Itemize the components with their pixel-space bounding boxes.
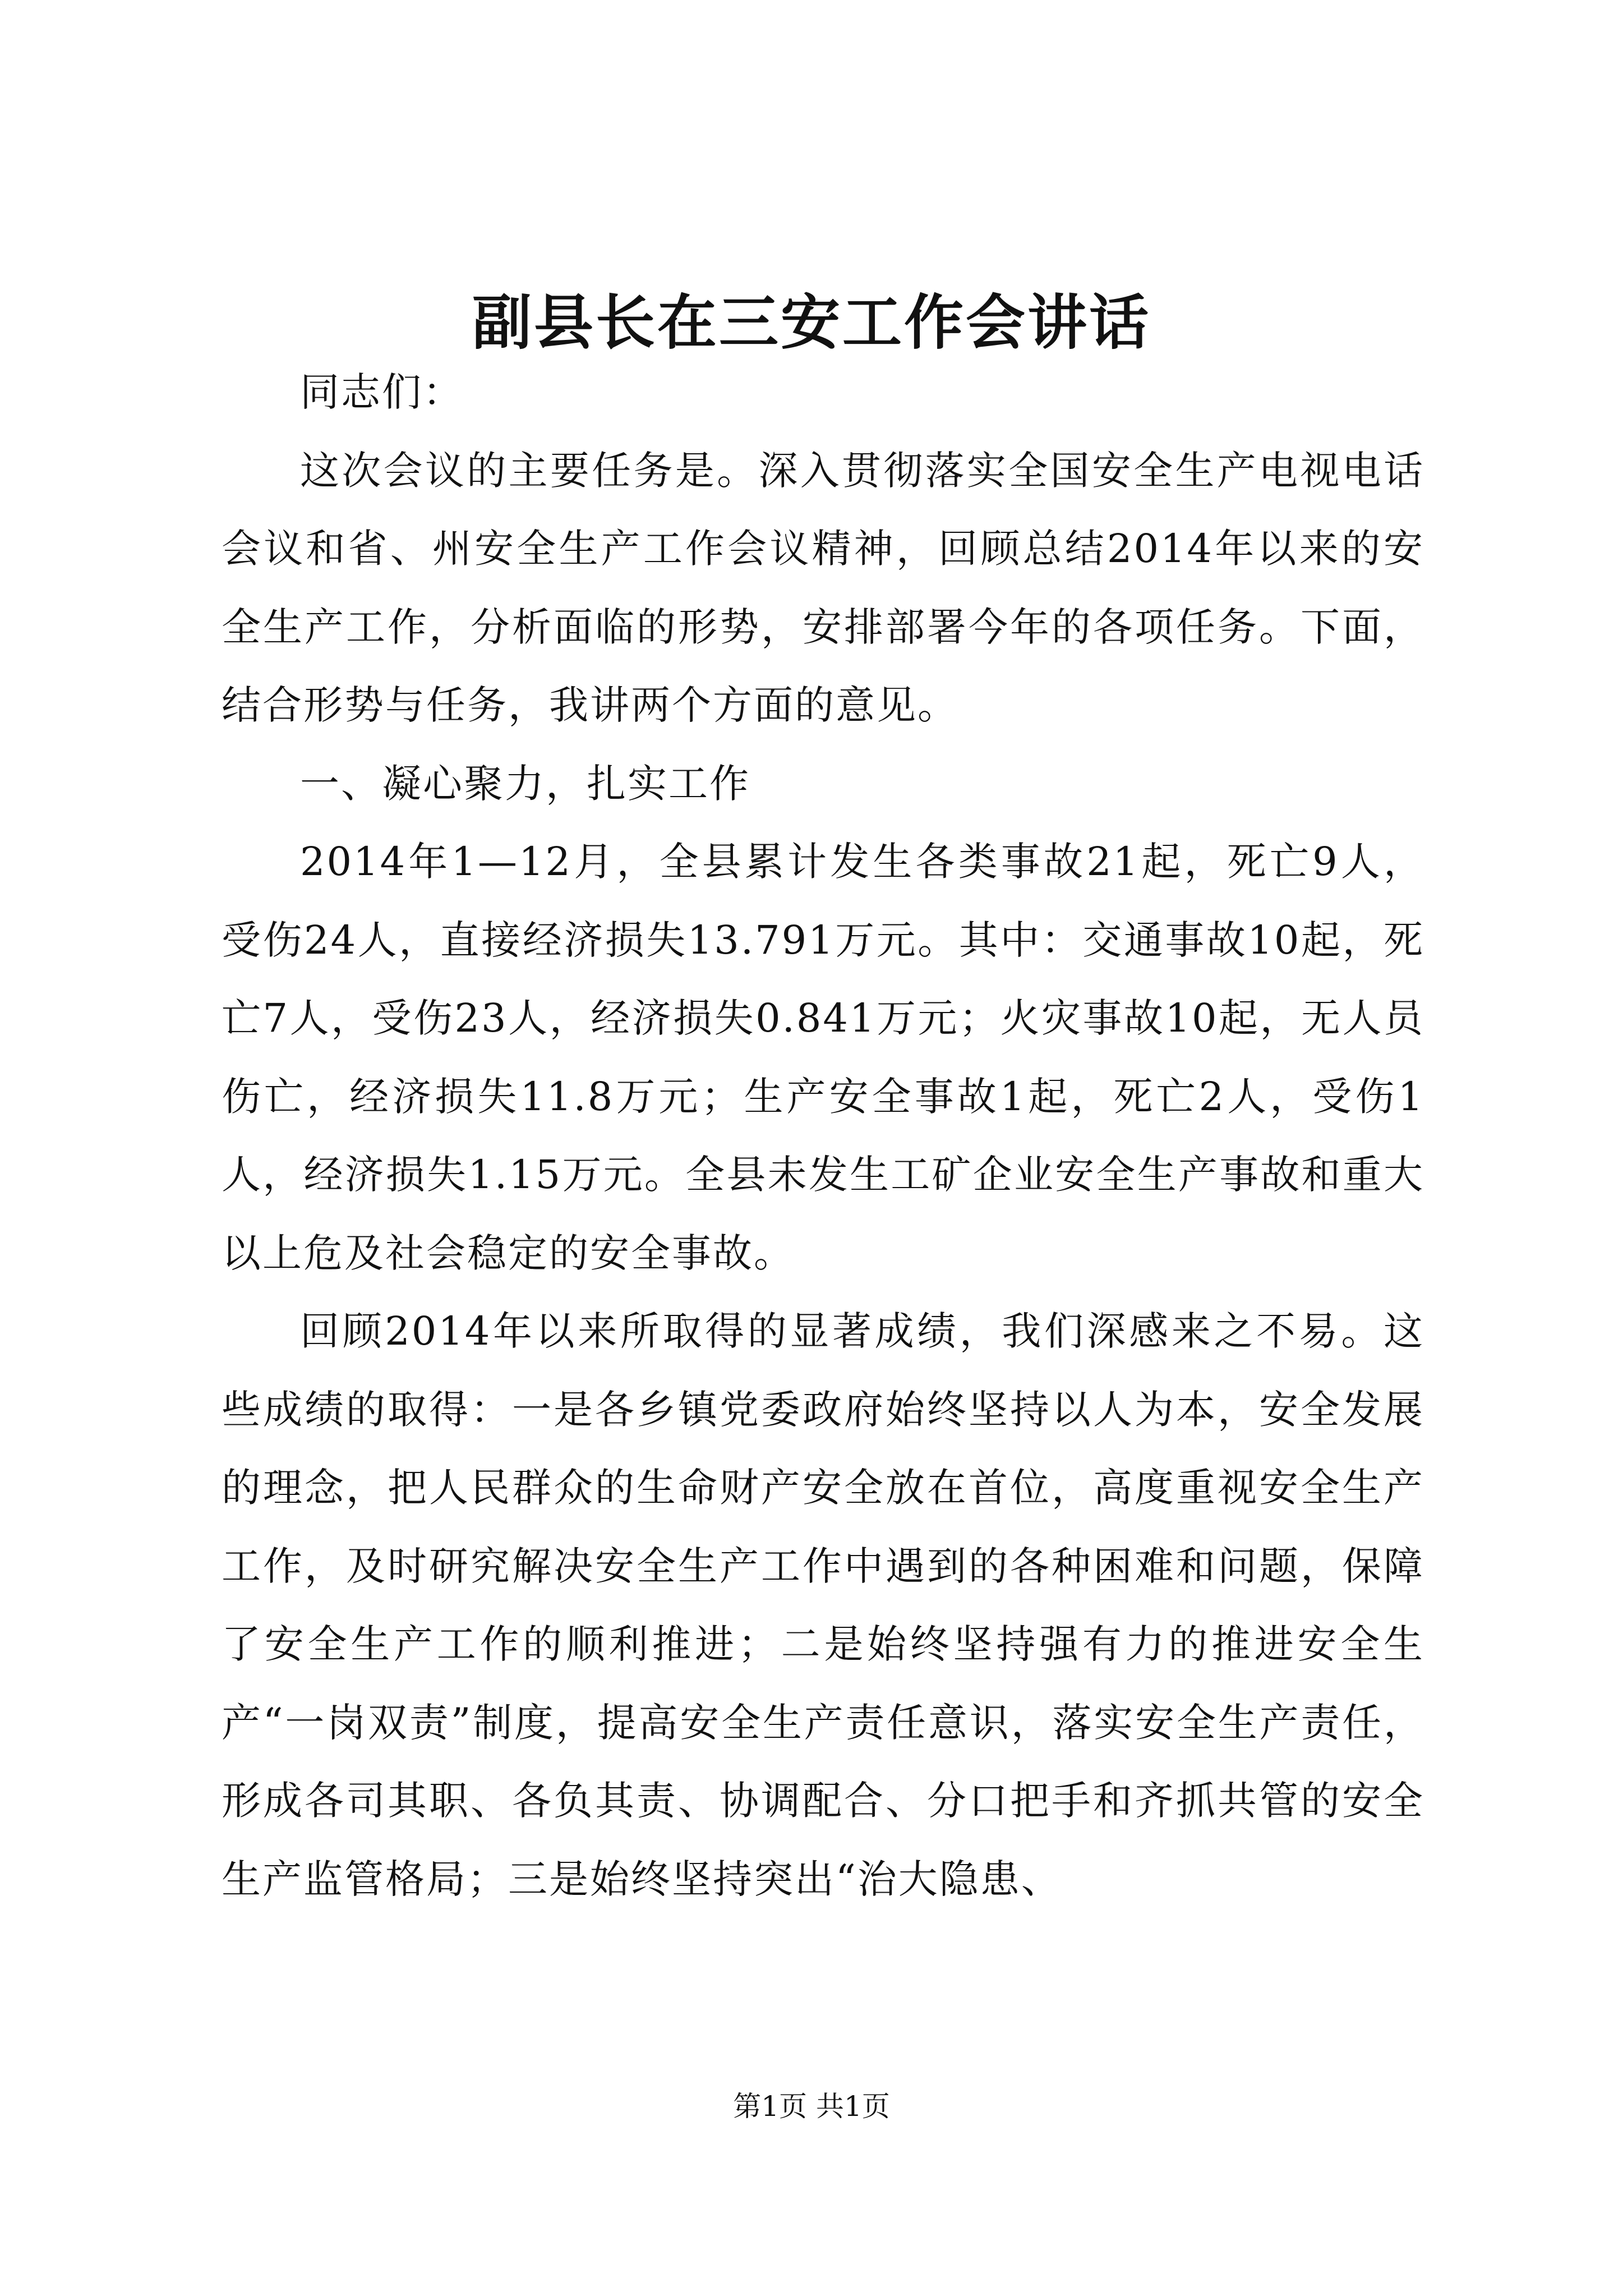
document-body <box>222 353 1424 1918</box>
page-number-footer: 第1页 共1页 <box>733 2090 890 2123</box>
section-heading: 一、凝心聚力，扎实工作 <box>300 760 750 807</box>
intro-paragraph: 这次会议的主要任务是。深入贯彻落实全国安全生产电视电话会议和省、州安全生产工作会议精神，回顾总结2014年以来的安全生产工作，分析面临的形势，安排部署今年的各项任务。下面，结合形势与任务，我讲两个方面的意见。 <box>222 447 1424 728</box>
review-paragraph: 回顾2014年以来所取得的显著成绩，我们深感来之不易。这些成绩的取得：一是各乡镇党委政府始终坚持以人为本，安全发展的理念，把人民群众的生命财产安全放在首位，高度重视安全生产工作，及时研究解决安全生产工作中遇到的各种困难和问题，保障了安全生产工作的顺利推进；二是始终坚持强有力的推进安全生产“一岗双责”制度，提高安全生产责任意识，落实安全生产责任，形成各司其职、各负其责、协调配合、分口把手和齐抓共管的安全生产监管格局；三是始终坚持突出“治大隐患、 <box>222 1308 1424 1902</box>
statistics-paragraph: 2014年1—12月，全县累计发生各类事故21起，死亡9人，受伤24人，直接经济损失13.791万元。其中：交通事故10起，死亡7人，受伤23人，经济损失0.841万元；火灾事故10起，无人员伤亡，经济损失11.8万元；生产安全事故1起，死亡2人，受伤1人，经济损失1.15万元。全县未发生工矿企业安全生产事故和重大以上危及社会稳定的安全事故。 <box>222 839 1424 1276</box>
salutation-paragraph: 同志们： <box>300 369 464 415</box>
document-title: 副县长在三安工作会讲话 <box>472 287 1151 357</box>
